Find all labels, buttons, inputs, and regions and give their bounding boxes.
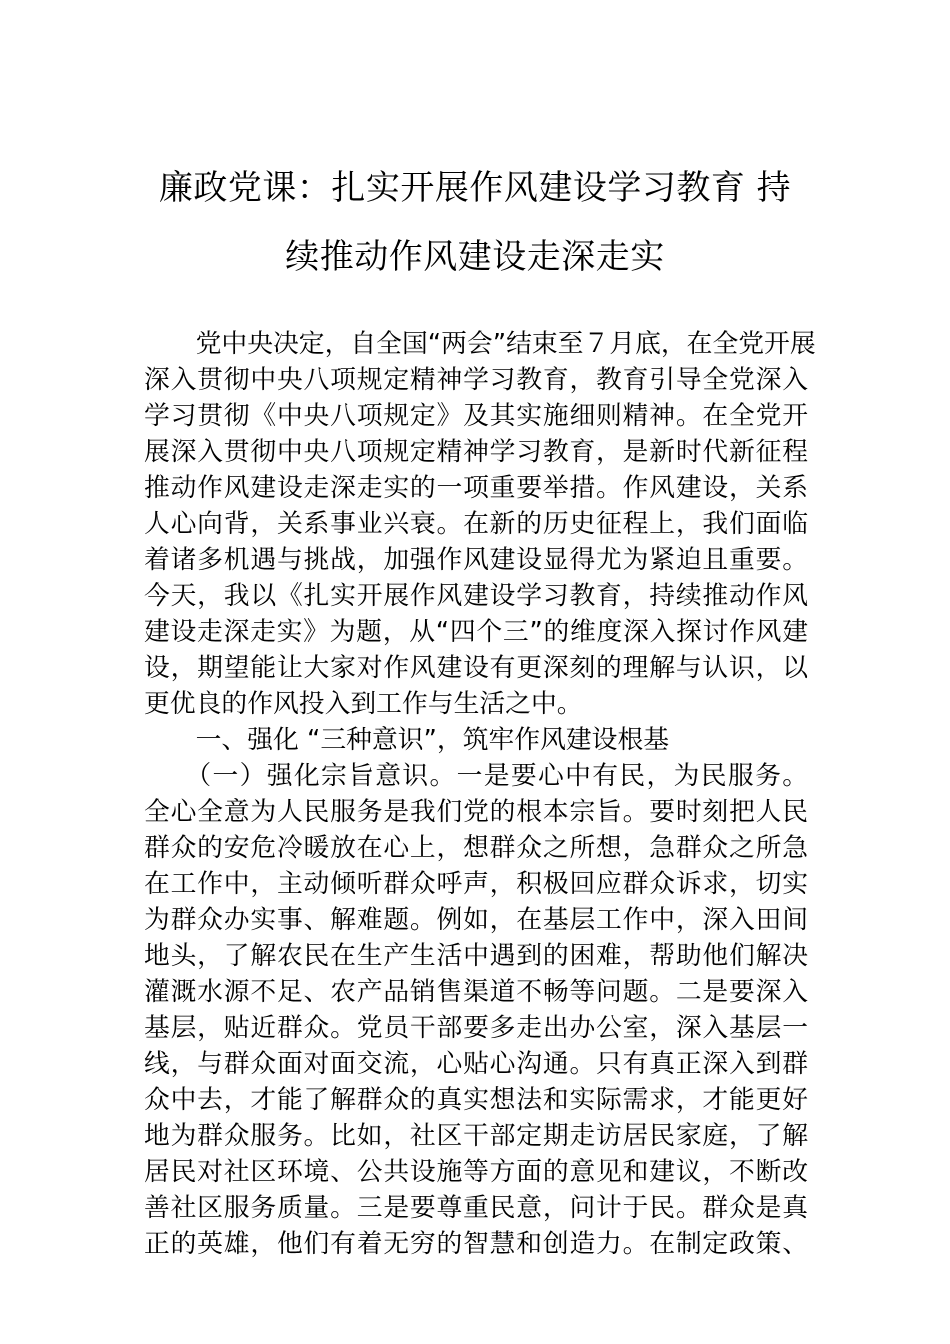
paragraph-line: 展深入贯彻中央八项规定精神学习教育，是新时代新征程 [144, 437, 808, 467]
paragraph-line: 全心全意为人民服务是我们党的根本宗旨。要时刻把人民 [144, 797, 808, 827]
paragraph-line: 正的英雄，他们有着无穷的智慧和创造力。在制定政策、 [144, 1229, 808, 1259]
paragraph-line: （一）强化宗旨意识。一是要心中有民，为民服务。 [144, 761, 808, 791]
paragraph-line: 为群众办实事、解难题。例如，在基层工作中，深入田间 [144, 905, 808, 935]
paragraph-line: 建设走深走实》为题，从“四个三”的维度深入探讨作风建 [144, 617, 808, 647]
paragraph-line: 众中去，才能了解群众的真实想法和实际需求，才能更好 [144, 1085, 808, 1115]
paragraph-line: 居民对社区环境、公共设施等方面的意见和建议，不断改 [144, 1157, 808, 1187]
paragraph-line: 今天，我以《扎实开展作风建设学习教育，持续推动作风 [144, 581, 808, 611]
paragraph-line: 线，与群众面对面交流，心贴心沟通。只有真正深入到群 [144, 1049, 808, 1079]
paragraph-line: 深入贯彻中央八项规定精神学习教育，教育引导全党深入 [144, 365, 808, 395]
paragraph-line: 人心向背，关系事业兴衰。在新的历史征程上，我们面临 [144, 509, 808, 539]
paragraph-line: 基层，贴近群众。党员干部要多走出办公室，深入基层一 [144, 1013, 808, 1043]
paragraph-line: 灌溉水源不足、农产品销售渠道不畅等问题。二是要深入 [144, 977, 808, 1007]
section-heading: 一、强化 “三种意识”，筑牢作风建设根基 [144, 725, 670, 755]
paragraph-line: 群众的安危冷暖放在心上，想群众之所想，急群众之所急 [144, 833, 808, 863]
document-title-line-1: 廉政党课：扎实开展作风建设学习教育 持 [158, 168, 792, 208]
paragraph-line: 在工作中，主动倾听群众呼声，积极回应群众诉求，切实 [144, 869, 808, 899]
paragraph-line: 更优良的作风投入到工作与生活之中。 [144, 689, 583, 719]
document-title-line-2: 续推动作风建设走深走实 [285, 237, 665, 277]
paragraph-line: 学习贯彻《中央八项规定》及其实施细则精神。在全党开 [144, 401, 808, 431]
paragraph-line: 地为群众服务。比如，社区干部定期走访居民家庭，了解 [144, 1121, 808, 1151]
paragraph-line: 推动作风建设走深走实的一项重要举措。作风建设，关系 [144, 473, 808, 503]
paragraph-line: 地头，了解农民在生产生活中遇到的困难，帮助他们解决 [144, 941, 808, 971]
paragraph-line: 设，期望能让大家对作风建设有更深刻的理解与认识，以 [144, 653, 808, 683]
paragraph-line: 党中央决定，自全国“两会”结束至７月底，在全党开展 [144, 329, 816, 359]
paragraph-line: 善社区服务质量。三是要尊重民意，问计于民。群众是真 [144, 1193, 808, 1223]
paragraph-line: 着诸多机遇与挑战，加强作风建设显得尤为紧迫且重要。 [144, 545, 808, 575]
